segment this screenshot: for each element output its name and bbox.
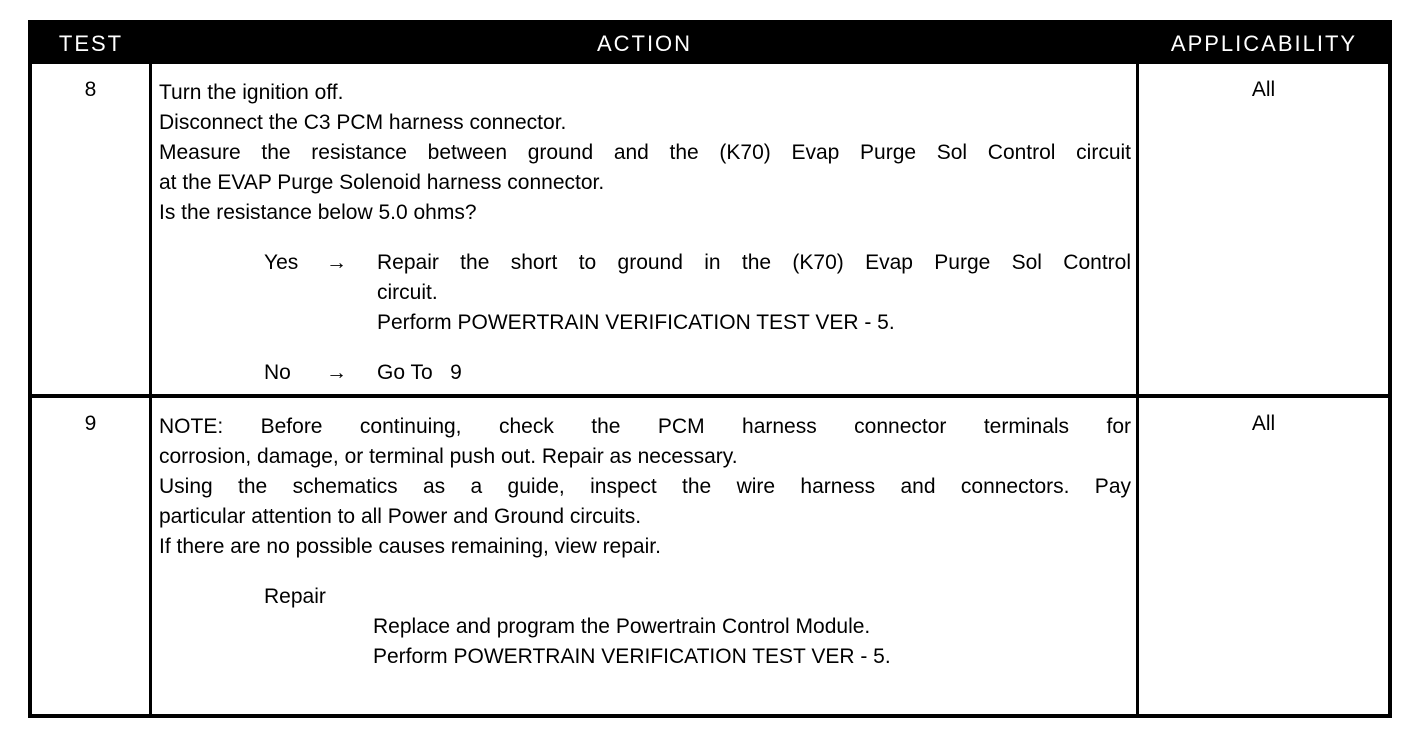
action-line: Using the schematics as a guide, inspect the wire harness and connectors. Pay: [159, 475, 1131, 498]
no-text: Go To 9: [377, 361, 462, 384]
action-cell: [159, 412, 1131, 672]
yes-verification: Perform POWERTRAIN VERIFICATION TEST VER - 5.: [377, 311, 895, 334]
action-line: Is the resistance below 5.0 ohms?: [159, 201, 477, 224]
action-line: particular attention to all Power and Ground circuits.: [159, 505, 642, 528]
header-applicability: APPLICABILITY: [1170, 31, 1358, 56]
test-number: 8: [84, 78, 97, 101]
table-row: [32, 398, 1388, 714]
yes-text: Repair the short to ground in the (K70) Evap Purge Sol Control: [377, 251, 1131, 274]
action-line: If there are no possible causes remaining, view repair.: [159, 535, 661, 558]
applicability-value: All: [1251, 412, 1276, 435]
action-line: Measure the resistance between ground and the (K70) Evap Purge Sol Control circuit: [159, 141, 1131, 164]
no-label: No: [264, 361, 291, 384]
repair-step: Replace and program the Powertrain Control Module.: [373, 615, 871, 638]
action-line: corrosion, damage, or terminal push out. Repair as necessary.: [159, 445, 738, 468]
action-line: Disconnect the C3 PCM harness connector.: [159, 111, 567, 134]
right-arrow-icon: →: [326, 251, 347, 274]
header-test: TEST: [58, 31, 124, 56]
right-arrow-icon: →: [326, 361, 347, 384]
action-cell: [159, 78, 1131, 388]
action-line: NOTE: Before continuing, check the PCM harness connector terminals for: [159, 415, 1131, 438]
table-header: [32, 24, 1388, 64]
table-row: [32, 64, 1388, 398]
action-line: Turn the ignition off.: [159, 81, 344, 104]
applicability-value: All: [1251, 78, 1276, 101]
no-result: [159, 358, 1131, 388]
repair-step: Perform POWERTRAIN VERIFICATION TEST VER - 5.: [373, 645, 891, 668]
action-line: at the EVAP Purge Solenoid harness connector.: [159, 171, 605, 194]
yes-text-continued: circuit.: [377, 281, 438, 304]
header-action: ACTION: [596, 31, 693, 56]
yes-label: Yes: [264, 251, 299, 274]
test-number: 9: [84, 412, 97, 435]
diagnostic-table: [28, 20, 1392, 718]
repair-label: Repair: [264, 585, 326, 608]
yes-result: [159, 248, 1131, 278]
